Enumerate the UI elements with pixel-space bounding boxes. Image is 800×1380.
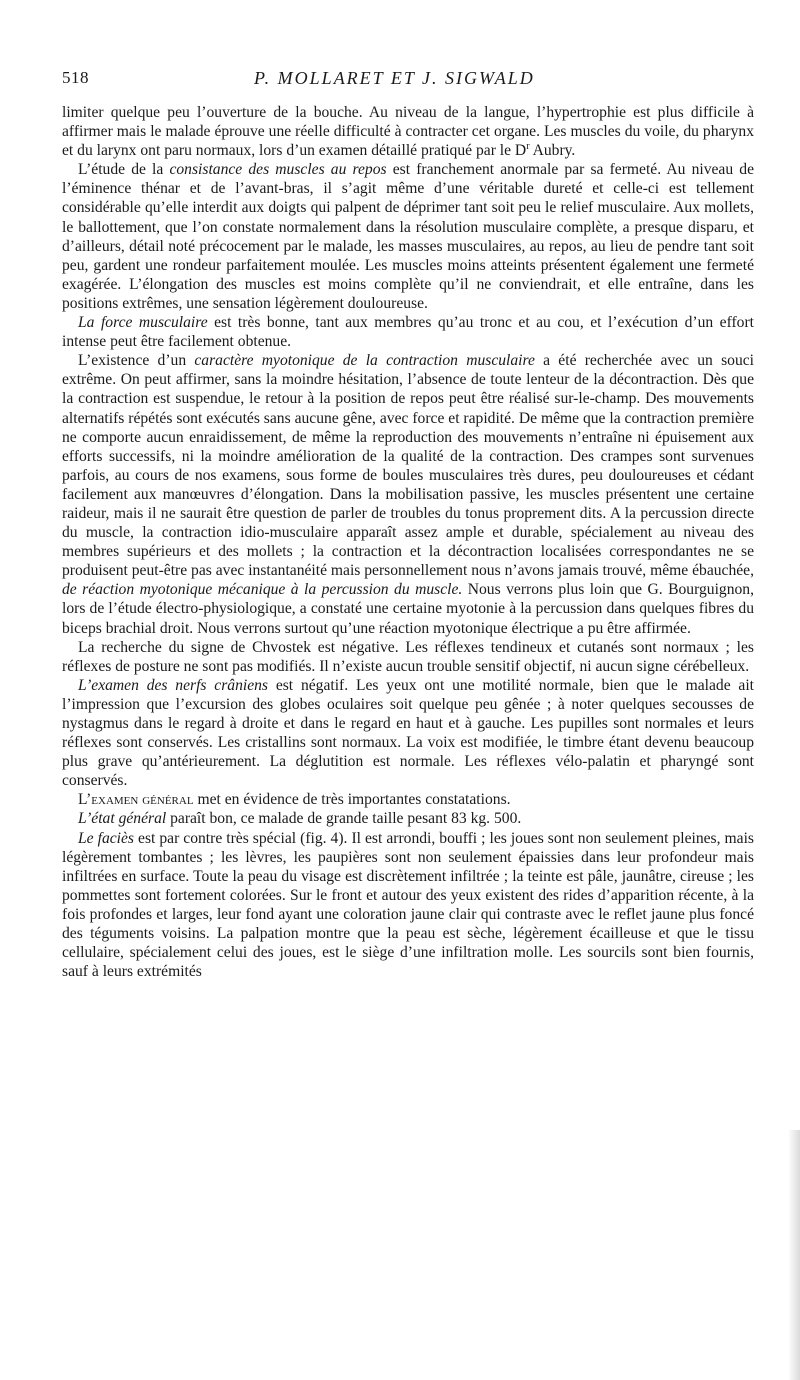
emphasis-text: L’état général xyxy=(78,810,167,828)
emphasis-text: consistance des muscles au repos xyxy=(169,161,387,179)
paragraph-consistance xyxy=(62,160,754,313)
paragraph-text: L’existence d’un xyxy=(78,352,195,370)
paragraph-examen-general xyxy=(62,790,754,809)
paragraph-mouth-tongue xyxy=(62,103,754,160)
paragraph-myotonique xyxy=(62,351,754,637)
page-number: 518 xyxy=(62,68,89,87)
paragraph-text: La recherche du signe de Chvostek est négative. Les réflexes tendineux et cutanés sont normaux ; les réflexes de posture ne sont pas modifiés. Il n’existe aucun trouble sensitif objectif, ni aucun signe cérébelleux. xyxy=(62,638,754,675)
paragraph-force xyxy=(62,313,754,351)
emphasis-text: caractère myotonique de la contraction musculaire xyxy=(194,352,535,370)
superscript: r xyxy=(526,141,530,152)
small-caps-text: L’examen général xyxy=(78,791,194,809)
emphasis-text: L’examen des nerfs crâniens xyxy=(78,676,269,694)
page-edge-shadow xyxy=(788,1130,800,1380)
article-body xyxy=(62,103,754,981)
paragraph-nerfs-craniens xyxy=(62,676,754,791)
paragraph-text: a été recherchée avec un souci extrême. On peut affirmer, sans la moindre hésitation, l’absence de toute lenteur de la décontraction. Dès que la contraction est suspendue, le retour à la position de repos peut être réalisé sur-le-champ. Des mouvements alternatifs répétés sont exécutés sans aucune gêne, avec force et rapidité. De même que la contraction première ne comporte aucun enraidissement, de même la reproduction des mouvements n’entraîne ni épuisement aux efforts successifs, ni la moindre amélioration de la qualité de la contraction. Des crampes sont survenues parfois, au cours de nos examens, sous forme de boules musculaires très dures, peu douloureuses et cédant facilement aux manœuvres d’élongation. Dans la mobilisation passive, les muscles présentent une certaine raideur, mais il ne saurait être question de parler de troubles du tonus proprement dits. A la percussion directe du muscle, la contraction idio-musculaire apparaît assez ample et durable, spécialement au niveau des membres supérieurs et des mollets ; la contraction et la décontraction localisées correspondantes ne se produisent peut-être pas avec instantanéité mais personnellement nous n’avons jamais trouvé, même ébauchée, xyxy=(62,352,754,580)
paragraph-facies xyxy=(62,829,754,982)
paragraph-chvostek xyxy=(62,638,754,676)
paragraph-text: est franchement anormale par sa fermeté. Au niveau de l’éminence thénar et de l’avant-bras, il s’agit même d’une véritable dureté et celle-ci est tellement considérable qu’elle interdit aux doigts qui palpent de déprimer tant soit peu le relief musculaire. Aux mollets, le ballottement, que l’on constate normalement dans la résolution musculaire complète, a presque disparu, et d’ailleurs, détail noté précocement par le malade, les masses musculaires, au repos, au lieu de pendre tant soit peu, gardent une rondeur parfaitement moulée. Les muscles moins atteints présentent également une fermeté exagérée. L’élongation des muscles est moins complète qu’il ne conviendrait, et elle entraîne, dans les positions extrêmes, une sensation légèrement douloureuse. xyxy=(62,161,754,312)
paragraph-text: est très bonne, tant aux membres qu’au tronc et au cou, et l’exécution d’un effort intense peut être facilement obtenue. xyxy=(62,314,755,351)
emphasis-text: Le faciès xyxy=(78,829,134,847)
paragraph-text: est négatif. Les yeux ont une motilité normale, bien que le malade ait l’impression que l’excursion des globes oculaires soit quelque peu gênée ; à noter quelques secousses de nystagmus dans le regard à droite et dans le regard en haut et à gauche. Les pupilles sont normales et leurs réflexes sont conservés. Les cristallins sont normaux. La voix est modifiée, le timbre étant devenu beaucoup plus grave qu’antérieurement. La déglutition est normale. Les réflexes vélo-palatin et pharyngé sont conservés. xyxy=(62,676,755,790)
paragraph-text: est par contre très spécial (fig. 4). Il est arrondi, bouffi ; les joues sont non seulement pleines, mais légèrement tombantes ; les lèvres, les paupières sont non seulement épaissies dans leur profondeur mais infiltrées en surface. Toute la peau du visage est discrètement infiltrée ; la teinte est pâle, jaunâtre, cireuse ; les pommettes sont fortement colorées. Sur le front et autour des yeux existent des rides d’apparition récente, à la fois profondes et larges, leur fond ayant une coloration jaune clair qui contraste avec le reflet jaune plus foncé des téguments voisins. La palpation montre que la peau est sèche, légèrement écailleuse et que le tissu cellulaire, spécialement celui des joues, est le siège d’une infiltration molle. Les sourcils sont bien fournis, sauf à leurs extrémités xyxy=(62,829,754,981)
page-header xyxy=(62,68,758,92)
paragraph-text: limiter quelque peu l’ouverture de la bouche. Au niveau de la langue, l’hypertrophie est plus difficile à affirmer mais le malade éprouve une réelle difficulté à contracter cet organe. Les muscles du voile, du pharynx et du larynx ont paru normaux, lors d’un examen détaillé pratiqué par le D xyxy=(62,104,754,160)
emphasis-text: de réaction myotonique mécanique à la percussion du muscle. xyxy=(62,581,463,599)
paragraph-etat-general xyxy=(62,809,754,828)
paragraph-text: L’étude de la xyxy=(78,161,170,179)
paragraph-text: met en évidence de très importantes constatations. xyxy=(193,791,511,809)
paragraph-text: paraît bon, ce malade de grande taille pesant 83 kg. 500. xyxy=(166,810,522,828)
paragraph-text: Aubry. xyxy=(529,142,576,160)
emphasis-text: La force musculaire xyxy=(78,314,208,332)
paragraph-text: Nous verrons plus loin que G. Bourguignon, lors de l’étude électro-physiologique, a constaté une certaine myotonie à la percussion dans quelques fibres du biceps brachial droit. Nous verrons surtout qu’une réaction myotonique électrique a pu être affirmée. xyxy=(62,581,754,637)
running-head: P. MOLLARET ET J. SIGWALD xyxy=(254,68,535,88)
